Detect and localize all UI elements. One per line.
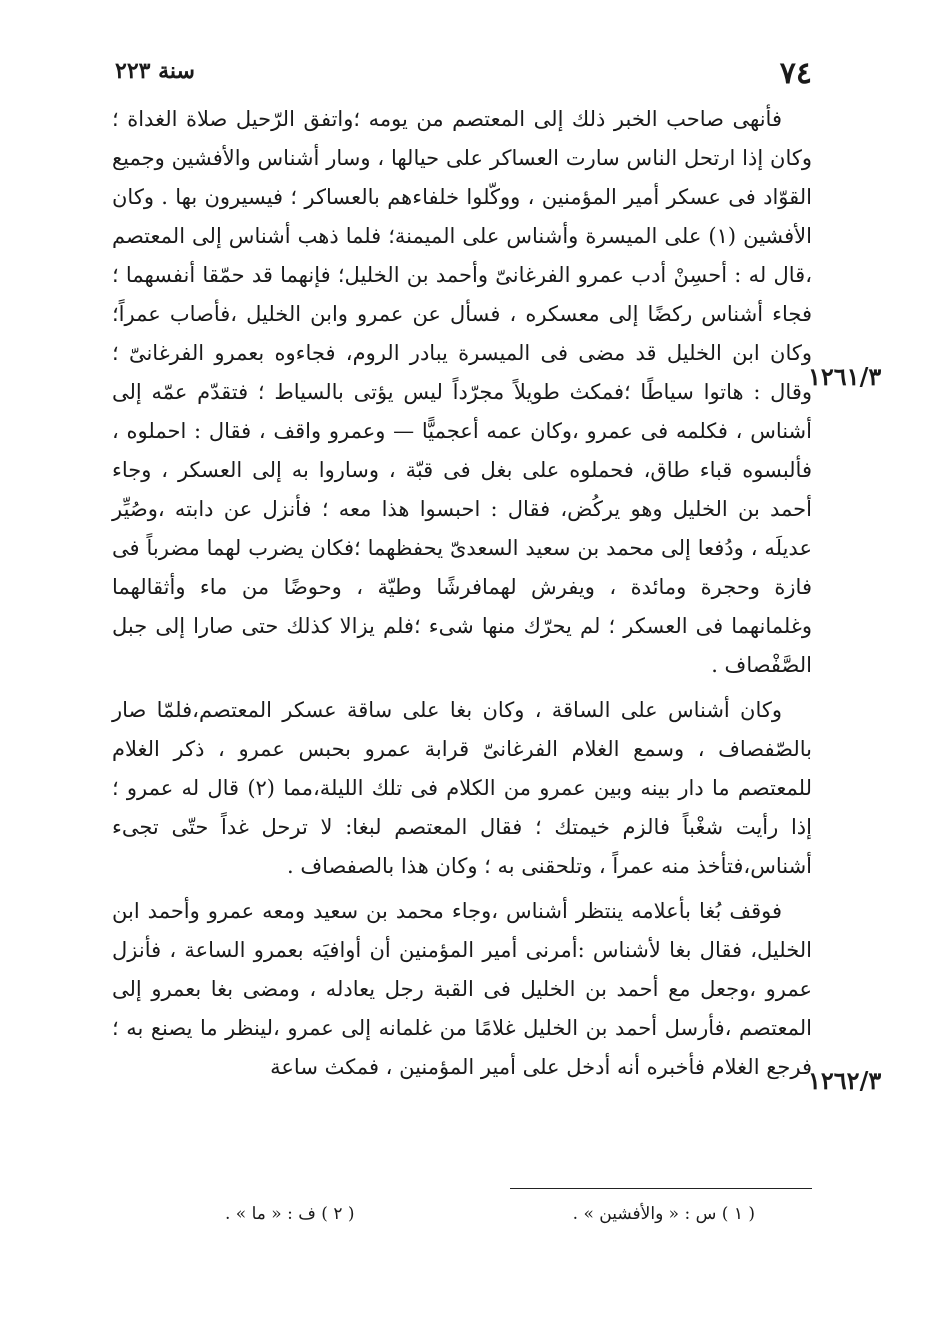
paragraph-2: وكان أشناس على الساقة ، وكان بغا على ساقة عسكر المعتصم،فلمّا صار بالصّفصاف ، وسمع الغلام الفرغانىّ قرابة عمرو بحبس عمرو ، ذكر الغلام للمعتصم ما دار بينه وبين عمرو من الكلام فى تلك الليلة،مما (٢) قال له عمرو ؛ إذا رأيت شغْباً فالزم خيمتك ؛ فقال المعتصم لبغا: لا ترحل غداً حتّى تجىء أشناس،فتأخذ منه عمراً ، وتلحقنى به ؛ وكان هذا بالصفصاف . <box>112 698 812 878</box>
paragraph-3: فوقف بُغا بأعلامه ينتظر أشناس ،وجاء محمد بن سعيد ومعه عمرو وأحمد ابن الخليل، فقال بغا لأشناس :أمرنى أمير المؤمنين أن أوافيَه بعمرو الساعة ، فأنزل عمرو ،وجعل مع أحمد بن الخليل فى القبة رجل يعادله ، ومضى بغا بعمرو إلى المعتصم ،فأرسل أحمد بن الخليل غلامًا من غلمانه إلى عمرو ،لينظر ما يصنع به ؛ فرجع الغلام فأخبره أنه أدخل على أمير المؤمنين ، فمكث ساعة <box>112 899 812 1079</box>
footnote-2: ( ٢ ) ف : « ما » . <box>225 1204 355 1224</box>
page-header <box>115 56 812 96</box>
margin-reference-1261: ١٢٦١/٣ <box>808 362 882 391</box>
paragraph-1: فأنهى صاحب الخبر ذلك إلى المعتصم من يومه ؛واتفق الرّحيل صلاة الغداة ؛ وكان إذا ارتحل الناس سارت العساكر على حيالها ، وسار أشناس والأفشين وجميع القوّاد فى عسكر أمير المؤمنين ، ووكّلوا خلفاءهم بالعساكر ؛ فيسيرون بها . وكان الأفشين (١) على الميسرة وأشناس على الميمنة؛ فلما ذهب أشناس إلى المعتصم ،قال له : أحسِنْ أدب عمرو الفرغانىّ وأحمد بن الخليل؛ فإنهما قد حمّقا أنفسهما ؛فجاء أشناس ركضًا إلى معسكره ، فسأل عن عمرو وابن الخليل ،فأصاب عمراً؛وكان ابن الخليل قد مضى فى الميسرة يبادر الروم، فجاءوه بعمرو الفرغانىّ ؛ وقال : هاتوا سياطًا ؛فمكث طويلاً مجرّداً ليس يؤتى بالسياط ؛ فتقدّم عمّه إلى أشناس ، فكلمه فى عمرو ،وكان عمه أعجميًّا — وعمرو واقف ، فقال : احملوه ، فألبسوه قباء طاق، فحملوه على بغل فى قبّة ، وساروا به إلى العسكر ، وجاء أحمد بن الخليل وهو يركُض، فقال : احبسوا هذا معه ؛ فأنزل عن دابته ،وصُيِّر عديلَه ، ودُفعا إلى محمد بن سعيد السعدىّ يحفظهما ؛فكان يضرب لهما مضرباً فى فازة وحجرة ومائدة ، ويفرش لهمافرشًا وطيّة ، وحوضًا من ماء وأثقالهما وغلمانهما فى العسكر ؛ لم يحرّك منها شىء ؛فلم يزالا كذلك حتى صارا إلى جبل الصَّفْصاف . <box>112 107 812 677</box>
running-head-year: سنة ٢٢٣ <box>115 58 195 84</box>
footnote-divider <box>510 1188 812 1189</box>
main-text <box>112 100 812 1087</box>
footnotes <box>225 1204 755 1234</box>
margin-reference-1262: ١٢٦٢/٣ <box>808 1066 882 1095</box>
footnote-1: ( ١ ) س : « والأفشين » . <box>572 1204 755 1224</box>
page-number: ٧٤ <box>779 56 812 91</box>
